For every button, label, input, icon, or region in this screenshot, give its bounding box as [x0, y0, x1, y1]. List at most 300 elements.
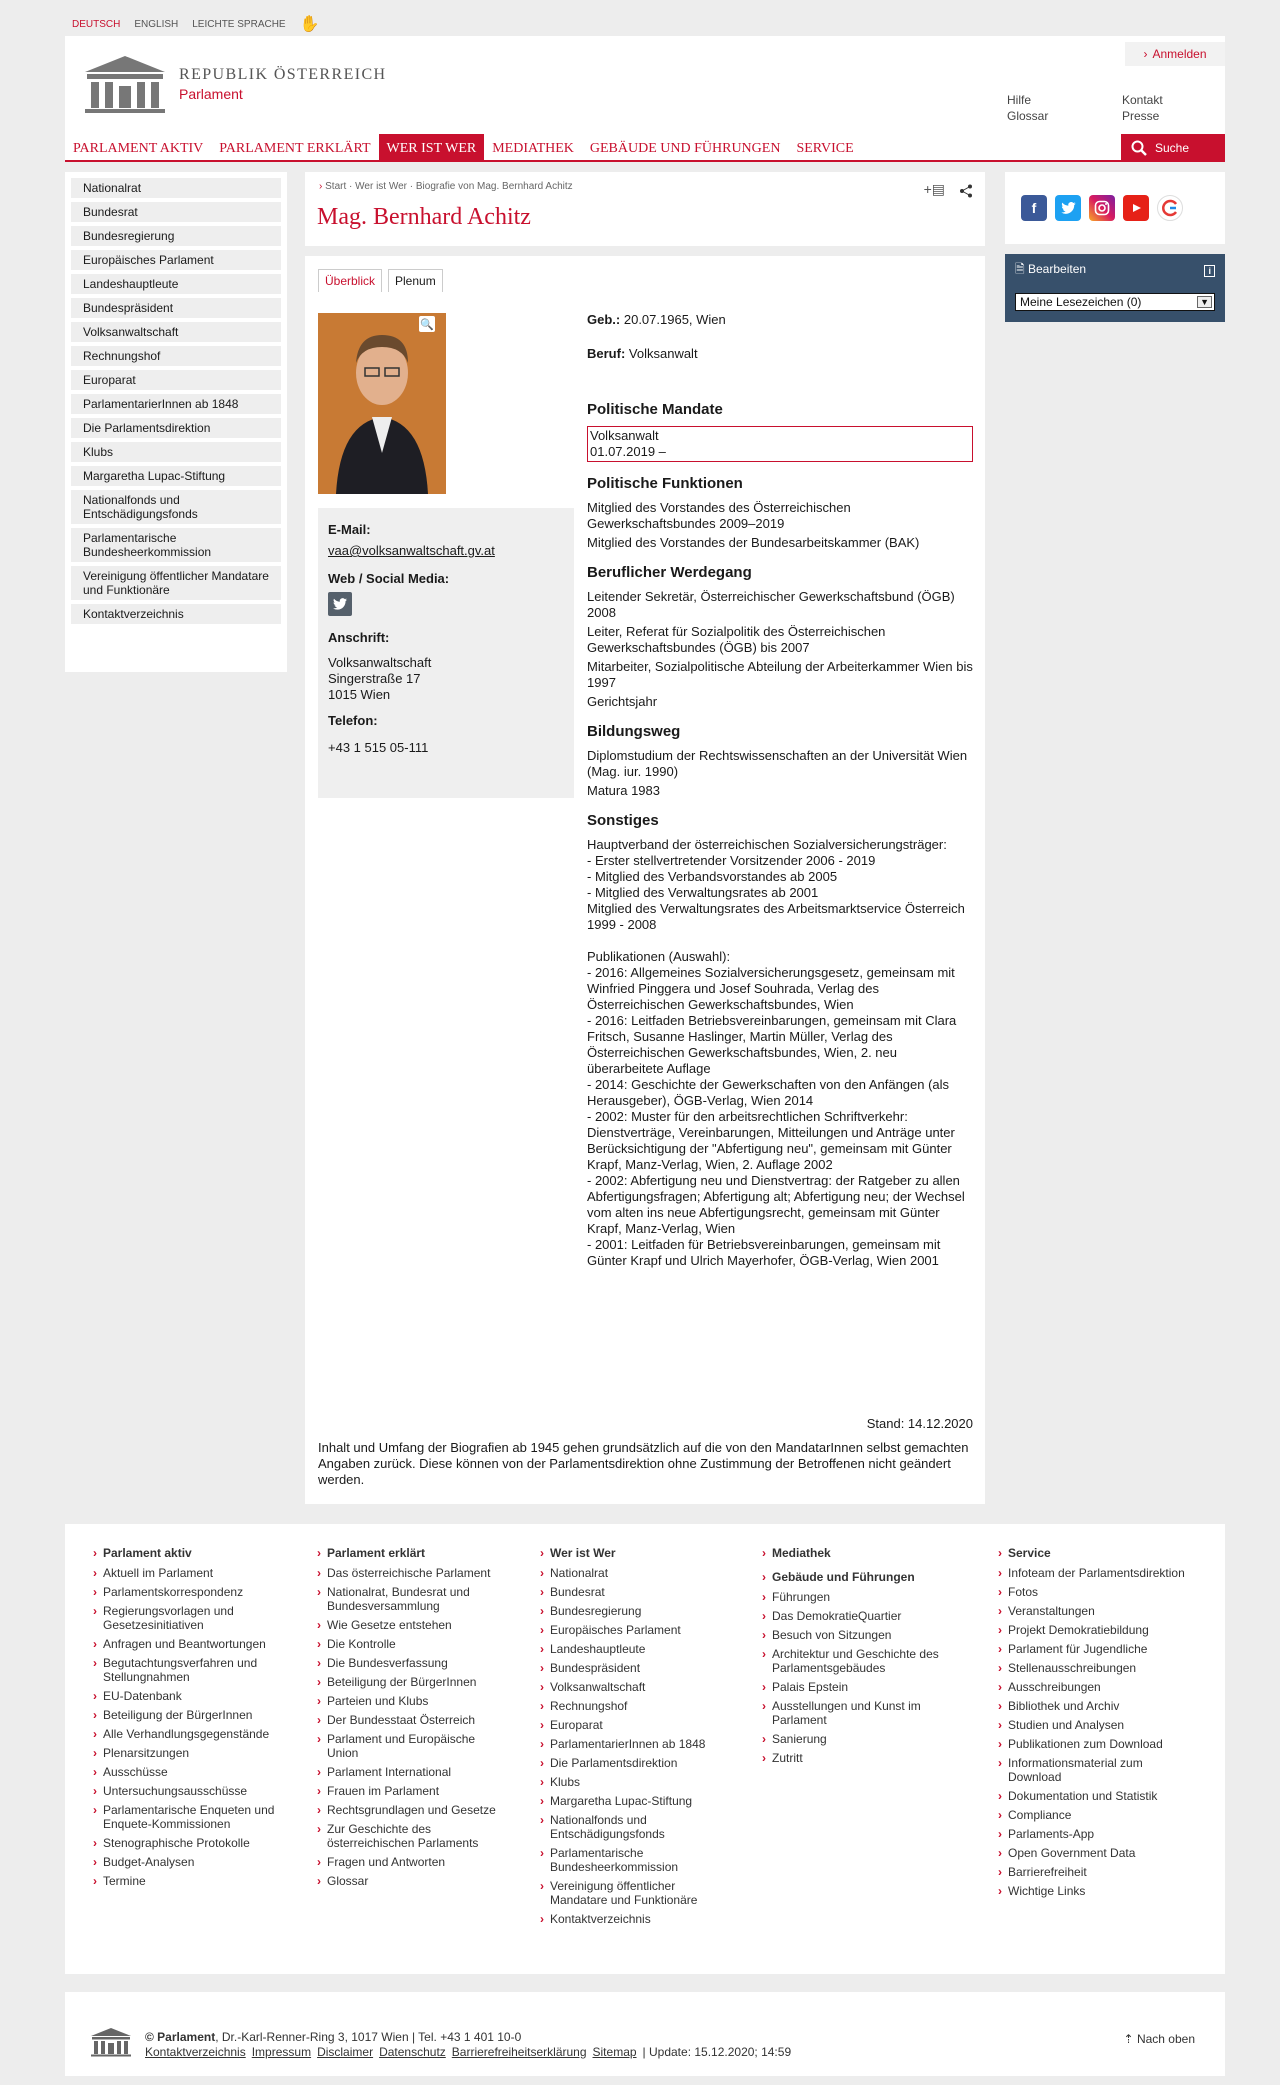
- footer-link-label: Fragen und Antworten: [327, 1855, 446, 1869]
- chevron-right-icon: ›: [762, 1628, 766, 1642]
- chevron-right-icon: ›: [317, 1675, 321, 1689]
- facebook-icon[interactable]: f: [1021, 195, 1047, 221]
- chevron-right-icon: ›: [93, 1746, 97, 1760]
- footer-link-label: Termine: [103, 1874, 146, 1888]
- spacer: [587, 933, 973, 949]
- footer-link[interactable]: [93, 1765, 283, 1779]
- footer-link[interactable]: [540, 1585, 720, 1599]
- chevron-right-icon: ›: [998, 1737, 1002, 1751]
- search-button[interactable]: [1121, 134, 1225, 162]
- werdegang-item: Leitender Sekretär, Österreichischer Gewerkschaftsbund (ÖGB) 2008: [587, 589, 955, 620]
- site-header: [65, 36, 1225, 162]
- mandate-box: [587, 426, 973, 462]
- footer-column-heading[interactable]: [762, 1570, 947, 1584]
- funktion-item: Mitglied des Vorstandes des Österreichischen Gewerkschaftsbundes 2009–2019: [587, 500, 851, 531]
- footer-link-label: Bibliothek und Archiv: [1008, 1699, 1120, 1713]
- chevron-right-icon: ›: [317, 1585, 321, 1599]
- page-title: Mag. Bernhard Achitz: [317, 204, 531, 230]
- footer-link[interactable]: [540, 1846, 720, 1874]
- sidebar-item-volksanwaltschaft[interactable]: Volksanwaltschaft: [71, 322, 281, 342]
- footer-link[interactable]: [998, 1827, 1188, 1841]
- chevron-right-icon: ›: [317, 1656, 321, 1670]
- footer-link[interactable]: [762, 1609, 947, 1623]
- footer-link[interactable]: [998, 1789, 1188, 1803]
- footer-link-label: Wie Gesetze entstehen: [327, 1618, 452, 1632]
- youtube-icon[interactable]: [1123, 195, 1149, 221]
- footer-link-label: Die Parlamentsdirektion: [550, 1756, 678, 1770]
- footer-link[interactable]: [93, 1585, 283, 1599]
- address-line-1: Volksanwaltschaft: [328, 655, 432, 670]
- footer-link[interactable]: [93, 1656, 283, 1684]
- info-icon[interactable]: i: [1204, 265, 1215, 277]
- footer-link-datenschutz[interactable]: Datenschutz: [379, 2045, 446, 2059]
- contact-link[interactable]: Kontakt: [1122, 93, 1163, 107]
- chevron-right-icon: ›: [93, 1566, 97, 1580]
- chevron-right-icon: ›: [998, 1884, 1002, 1898]
- sidebar-item-bundespraesident[interactable]: Bundespräsident: [71, 298, 281, 318]
- address-line-2: Singerstraße 17: [328, 671, 421, 686]
- footer-heading-label: Service: [1008, 1546, 1051, 1560]
- sidebar-item-kontaktverzeichnis[interactable]: Kontaktverzeichnis: [71, 604, 281, 624]
- footer-link-label: Landeshauptleute: [550, 1642, 646, 1656]
- demokratie-webstatt-icon[interactable]: [1157, 195, 1183, 221]
- footer-link-label: Stenographische Protokolle: [103, 1836, 250, 1850]
- chevron-right-icon: ›: [540, 1566, 544, 1580]
- chevron-right-icon: ›: [540, 1879, 544, 1893]
- chevron-right-icon: ›: [762, 1647, 766, 1661]
- footer-link-label: Frauen im Parlament: [327, 1784, 440, 1798]
- breadcrumb-current: Biografie von Mag. Bernhard Achitz: [415, 181, 573, 192]
- birth-info: Geb.: 20.07.1965, Wien: [587, 312, 726, 327]
- footer-link[interactable]: [93, 1604, 283, 1632]
- chevron-right-icon: ›: [762, 1751, 766, 1765]
- footer-link[interactable]: [540, 1566, 720, 1580]
- footer-link[interactable]: [540, 1813, 720, 1841]
- left-sidebar-navigation: [65, 172, 287, 672]
- footer-link-label: Parlamentskorrespondenz: [103, 1585, 244, 1599]
- lang-english-link[interactable]: ENGLISH: [134, 18, 179, 30]
- footer-link-barrierefreiheit[interactable]: Barrierefreiheitserklärung: [451, 2045, 587, 2059]
- section-sonstiges-title: Sonstiges: [587, 812, 659, 829]
- footer-link-sitemap[interactable]: Sitemap: [592, 2045, 637, 2059]
- chevron-right-icon: ›: [317, 1855, 321, 1869]
- breadcrumb-wer-ist-wer[interactable]: Wer ist Wer: [355, 181, 407, 192]
- email-link[interactable]: vaa@volksanwaltschaft.gv.at: [328, 543, 495, 558]
- back-to-top-link[interactable]: [1124, 2032, 1195, 2046]
- footer-column-heading[interactable]: [540, 1546, 720, 1560]
- footer-link-label: Bundesregierung: [550, 1604, 642, 1618]
- footer-link[interactable]: [317, 1713, 497, 1727]
- footer-link-label: Rechtsgrundlagen und Gesetze: [327, 1803, 496, 1817]
- section-werdegang-title: Beruflicher Werdegang: [587, 564, 752, 581]
- chevron-right-icon: ›: [93, 1765, 97, 1779]
- footer-link-label: Margaretha Lupac-Stiftung: [550, 1794, 693, 1808]
- chevron-right-icon: ›: [998, 1661, 1002, 1675]
- footer-link[interactable]: [317, 1585, 497, 1613]
- publication-item: - 2001: Leitfaden für Betriebsvereinbarungen, gemeinsam mit Günter Krapf und Ulrich Mayerhofer, ÖGB-Verlag, Wien 2001: [587, 1237, 941, 1268]
- parliament-building-icon: [81, 54, 169, 114]
- footer-link[interactable]: [93, 1727, 283, 1741]
- nav-parlament-aktiv[interactable]: PARLAMENT AKTIV: [73, 141, 204, 156]
- footer-link[interactable]: [998, 1585, 1188, 1599]
- login-button[interactable]: [1125, 42, 1225, 66]
- footer-link[interactable]: [93, 1708, 283, 1722]
- web-social-label: Web / Social Media:: [328, 571, 450, 586]
- bookmarks-select-value: Meine Lesezeichen (0): [1020, 295, 1142, 309]
- chevron-right-icon: ›: [998, 1846, 1002, 1860]
- footer-link[interactable]: [540, 1775, 720, 1789]
- footer-link-label: Parlament und Europäische Union: [327, 1732, 476, 1760]
- edit-panel-title: Bearbeiten: [1028, 262, 1087, 276]
- bookmark-add-icon[interactable]: +▤: [923, 181, 945, 197]
- lang-german-link[interactable]: DEUTSCH: [72, 18, 121, 30]
- sidebar-item-nationalfonds[interactable]: Nationalfonds und Entschädigungsfonds: [71, 490, 281, 524]
- footer-link[interactable]: [540, 1642, 720, 1656]
- tab-ueberblick[interactable]: Überblick: [318, 269, 382, 292]
- chevron-right-icon: ›: [540, 1623, 544, 1637]
- sidebar-item-parlamentsdirektion[interactable]: Die Parlamentsdirektion: [71, 418, 281, 438]
- sidebar-item-nationalrat[interactable]: Nationalrat: [71, 178, 281, 198]
- footer-link-label: Sanierung: [772, 1732, 827, 1746]
- footer-link[interactable]: [998, 1865, 1188, 1879]
- section-mandate-title: Politische Mandate: [587, 401, 723, 418]
- footer-link-label: Ausstellungen und Kunst im Parlament: [772, 1699, 921, 1727]
- footer-link[interactable]: [317, 1618, 497, 1632]
- footer-link[interactable]: [93, 1637, 283, 1651]
- footer-link[interactable]: [540, 1718, 720, 1732]
- footer-link-kontaktverzeichnis[interactable]: Kontaktverzeichnis: [145, 2045, 246, 2059]
- footer-heading-label: Mediathek: [772, 1546, 831, 1560]
- chevron-right-icon: ›: [998, 1623, 1002, 1637]
- twitter-icon[interactable]: [328, 592, 352, 616]
- werdegang-item: Leiter, Referat für Sozialpolitik des Österreichischen Gewerkschaftsbundes (ÖGB) bis 2007: [587, 624, 886, 655]
- nav-wer-ist-wer[interactable]: WER IST WER: [379, 134, 485, 160]
- footer-link-label: Nationalfonds und Entschädigungsfonds: [550, 1813, 665, 1841]
- footer-link[interactable]: [93, 1855, 283, 1869]
- mandate-date: 01.07.2019 –: [590, 444, 666, 459]
- footer-link[interactable]: [540, 1756, 720, 1770]
- footer-link[interactable]: [762, 1590, 947, 1604]
- chevron-right-icon: ›: [317, 1822, 321, 1836]
- site-logo[interactable]: [81, 54, 387, 114]
- footer-heading-label: Wer ist Wer: [550, 1546, 616, 1560]
- footer-link[interactable]: [540, 1737, 720, 1751]
- footer-link-label: Ausschreibungen: [1008, 1680, 1101, 1694]
- chevron-right-icon: ›: [762, 1732, 766, 1746]
- footer-link-label: Europäisches Parlament: [550, 1623, 681, 1637]
- footer-column-parlament-aktiv: [93, 1546, 283, 1893]
- sidebar-item-klubs[interactable]: Klubs: [71, 442, 281, 462]
- nav-parlament-erklaert[interactable]: PARLAMENT ERKLÄRT: [219, 141, 371, 156]
- footer-link[interactable]: [998, 1661, 1188, 1675]
- footer-link[interactable]: [998, 1699, 1188, 1713]
- footer-link[interactable]: [998, 1884, 1188, 1898]
- contact-box: [318, 508, 574, 798]
- chevron-right-icon: ›: [998, 1680, 1002, 1694]
- edit-panel-header: [1015, 260, 1215, 281]
- footer-link[interactable]: [998, 1642, 1188, 1656]
- chevron-right-icon: ›: [540, 1737, 544, 1751]
- footer-heading-label: Parlament erklärt: [327, 1546, 426, 1560]
- footer-column-heading[interactable]: [317, 1546, 497, 1560]
- portrait-photo[interactable]: [318, 313, 446, 494]
- footer-link-label: Parlamentarische Enqueten und Enquete-Kommissionen: [103, 1803, 275, 1831]
- chevron-right-icon: ›: [1143, 47, 1148, 61]
- footer-info: [145, 2030, 791, 2060]
- disclaimer-text: Inhalt und Umfang der Biografien ab 1945 gehen grundsätzlich auf die von den MandatarInnen selbst gemachten Angaben zurück. Diese können von der Parlamentsdirektion ohne Zustimmung der Betroffenen nicht geändert werden.: [318, 1440, 969, 1487]
- chevron-right-icon: ›: [998, 1808, 1002, 1822]
- footer-link[interactable]: [998, 1623, 1188, 1637]
- sonstiges-line: - Mitglied des Verbandsvorstandes ab 2005: [587, 869, 838, 884]
- section-bildung-title: Bildungsweg: [587, 723, 681, 740]
- footer-link-label: Studien und Analysen: [1008, 1718, 1125, 1732]
- footer-link[interactable]: [998, 1718, 1188, 1732]
- instagram-icon[interactable]: [1089, 195, 1115, 221]
- footer-link[interactable]: [93, 1689, 283, 1703]
- footer-link-label: Nationalrat, Bundesrat und Bundesversammlung: [327, 1585, 470, 1613]
- chevron-right-icon: ›: [317, 1618, 321, 1632]
- footer-link-label: Ausschüsse: [103, 1765, 168, 1779]
- footer-link-label: Stellenausschreibungen: [1008, 1661, 1137, 1675]
- section-funktionen-title: Politische Funktionen: [587, 475, 743, 492]
- sonstiges-line: Hauptverband der österreichischen Sozialversicherungsträger:: [587, 837, 947, 852]
- footer-link-disclaimer[interactable]: Disclaimer: [317, 2045, 374, 2059]
- footer-link[interactable]: [93, 1746, 283, 1760]
- footer-link[interactable]: [762, 1647, 947, 1675]
- footer-link-label: Begutachtungsverfahren und Stellungnahmen: [103, 1656, 258, 1684]
- sidebar-item-landeshauptleute[interactable]: Landeshauptleute: [71, 274, 281, 294]
- chevron-right-icon: ›: [317, 1546, 321, 1560]
- footer-link-label: Architektur und Geschichte des Parlamentsgebäudes: [772, 1647, 939, 1675]
- sidebar-item-bundesheerkommission[interactable]: Parlamentarische Bundesheerkommission: [71, 528, 281, 562]
- sidebar-item-europaeisches-parlament[interactable]: Europäisches Parlament: [71, 250, 281, 270]
- bildung-item: Matura 1983: [587, 783, 660, 798]
- publication-item: - 2016: Allgemeines Sozialversicherungsgesetz, gemeinsam mit Winfried Pinggera und Josef Souhrada, Verlag des Österreichischen Gewerkschaftsbundes, Wien: [587, 965, 955, 1012]
- footer-link-label: Infoteam der Parlamentsdirektion: [1008, 1566, 1185, 1580]
- publication-item: - 2014: Geschichte der Gewerkschaften von den Anfängen (als Herausgeber), ÖGB-Verlag, Wien 2014: [587, 1077, 950, 1108]
- footer-link[interactable]: [93, 1836, 283, 1850]
- werdegang-item: Mitarbeiter, Sozialpolitische Abteilung der Arbeiterkammer Wien bis 1997: [587, 659, 973, 690]
- footer-link[interactable]: [762, 1628, 947, 1642]
- footer-link[interactable]: [540, 1699, 720, 1713]
- chevron-right-icon: ›: [540, 1604, 544, 1618]
- chevron-right-icon: ›: [93, 1836, 97, 1850]
- footer-link-label: Die Kontrolle: [327, 1637, 396, 1651]
- footer-link[interactable]: [317, 1675, 497, 1689]
- lang-easy-link[interactable]: LEICHTE SPRACHE: [192, 18, 286, 30]
- footer-link-label: Vereinigung öffentlicher Mandatare und Funktionäre: [550, 1879, 698, 1907]
- edit-icon: 🗎: [1015, 262, 1025, 276]
- parliament-logo-icon[interactable]: [89, 2026, 133, 2058]
- chevron-right-icon: ›: [93, 1689, 97, 1703]
- footer-link[interactable]: [540, 1879, 720, 1907]
- funktion-item: Mitglied des Vorstandes der Bundesarbeitskammer (BAK): [587, 535, 920, 550]
- footer-link-label: Bundespräsident: [550, 1661, 641, 1675]
- bottom-bar: [65, 1992, 1225, 2076]
- twitter-icon[interactable]: [1055, 195, 1081, 221]
- social-media-box: [1005, 172, 1225, 244]
- footer-link[interactable]: [540, 1912, 720, 1926]
- footer-link[interactable]: [317, 1566, 497, 1580]
- chevron-right-icon: ›: [998, 1865, 1002, 1879]
- footer-address: , Dr.-Karl-Renner-Ring 3, 1017 Wien | Tel. +43 1 401 10-0: [215, 2030, 522, 2044]
- footer-link[interactable]: [998, 1737, 1188, 1751]
- footer-heading-label: Gebäude und Führungen: [772, 1570, 915, 1584]
- chevron-right-icon: ›: [540, 1546, 544, 1560]
- footer-link-label: Parlament für Jugendliche: [1008, 1642, 1148, 1656]
- chevron-right-icon: ›: [762, 1699, 766, 1713]
- arrow-up-icon: ⇡: [1123, 2032, 1134, 2046]
- bookmarks-select[interactable]: [1015, 293, 1215, 311]
- footer-column-wer-ist-wer: [540, 1546, 720, 1931]
- footer-link[interactable]: [998, 1680, 1188, 1694]
- footer-link[interactable]: [317, 1637, 497, 1651]
- footer-link[interactable]: [998, 1604, 1188, 1618]
- footer-link[interactable]: [317, 1874, 497, 1888]
- sidebar-item-vereinigung[interactable]: Vereinigung öffentlicher Mandatare und Funktionäre: [71, 566, 281, 600]
- sidebar-item-bundesregierung[interactable]: Bundesregierung: [71, 226, 281, 246]
- chevron-right-icon: ›: [998, 1604, 1002, 1618]
- sonstiges-line: Mitglied des Verwaltungsrates des Arbeitsmarktservice Österreich 1999 - 2008: [587, 901, 965, 932]
- sidebar-item-lupac-stiftung[interactable]: Margaretha Lupac-Stiftung: [71, 466, 281, 486]
- footer-link-label: Der Bundesstaat Österreich: [327, 1713, 476, 1727]
- footer-link-label: Europarat: [550, 1718, 603, 1732]
- sidebar-item-rechnungshof[interactable]: Rechnungshof: [71, 346, 281, 366]
- nav-mediathek[interactable]: MEDIATHEK: [492, 141, 574, 156]
- footer-link[interactable]: [540, 1661, 720, 1675]
- sign-language-icon[interactable]: ✋: [299, 16, 320, 33]
- footer-link-label: Parlamentarische Bundesheerkommission: [550, 1846, 679, 1874]
- footer-link[interactable]: [540, 1794, 720, 1808]
- footer-link-impressum[interactable]: Impressum: [251, 2045, 312, 2059]
- footer-link[interactable]: [998, 1846, 1188, 1860]
- footer-link[interactable]: [317, 1694, 497, 1708]
- footer-link-label: Klubs: [550, 1775, 581, 1789]
- footer-link[interactable]: [317, 1855, 497, 1869]
- sidebar-item-europarat[interactable]: Europarat: [71, 370, 281, 390]
- address-label: Anschrift:: [328, 630, 390, 645]
- press-link[interactable]: Presse: [1122, 109, 1160, 123]
- footer-link[interactable]: [998, 1808, 1188, 1822]
- footer-link[interactable]: [998, 1756, 1188, 1784]
- footer-link-label: Das österreichische Parlament: [327, 1566, 491, 1580]
- footer-link-label: Untersuchungsausschüsse: [103, 1784, 248, 1798]
- chevron-right-icon: ›: [998, 1827, 1002, 1841]
- zoom-icon[interactable]: 🔍: [419, 316, 435, 332]
- biography-details: [587, 312, 973, 1269]
- main-navigation: [65, 134, 1225, 162]
- chevron-right-icon: ›: [93, 1855, 97, 1869]
- footer-link[interactable]: [317, 1656, 497, 1670]
- footer-link-label: Bundesrat: [550, 1585, 605, 1599]
- chevron-right-icon: ›: [998, 1718, 1002, 1732]
- tab-plenum[interactable]: Plenum: [388, 269, 443, 292]
- footer-link[interactable]: [317, 1822, 497, 1850]
- footer-link-label: Budget-Analysen: [103, 1855, 195, 1869]
- chevron-right-icon: ›: [317, 1803, 321, 1817]
- chevron-right-icon: ›: [998, 1789, 1002, 1803]
- footer-link[interactable]: [317, 1765, 497, 1779]
- chevron-right-icon: ›: [93, 1585, 97, 1599]
- breadcrumb-start[interactable]: Start: [325, 181, 347, 192]
- chevron-right-icon: ›: [540, 1813, 544, 1827]
- sonstiges-line: - Mitglied des Verwaltungsrates ab 2001: [587, 885, 819, 900]
- footer-link[interactable]: [540, 1623, 720, 1637]
- sidebar-item-parlamentarier[interactable]: ParlamentarierInnen ab 1848: [71, 394, 281, 414]
- copyright: © Parlament: [145, 2030, 216, 2044]
- footer-link[interactable]: [93, 1784, 283, 1798]
- footer-heading-label: Parlament aktiv: [103, 1546, 192, 1560]
- chevron-right-icon: ›: [540, 1585, 544, 1599]
- share-icon[interactable]: [959, 184, 973, 198]
- footer-column-heading[interactable]: [998, 1546, 1188, 1560]
- nav-gebaeude[interactable]: GEBÄUDE UND FÜHRUNGEN: [589, 141, 781, 156]
- sidebar-item-bundesrat[interactable]: Bundesrat: [71, 202, 281, 222]
- publication-item: - 2016: Leitfaden Betriebsvereinbarungen, gemeinsam mit Clara Fritsch, Susanne Haslinger, Martin Müller, Verlag des Österreichischen Gewerkschaftsbundes, Wien, 2. neu überarbeitete Auflage: [587, 1013, 957, 1076]
- footer-column-heading[interactable]: [93, 1546, 283, 1560]
- footer-column-heading[interactable]: [762, 1546, 947, 1560]
- footer-link[interactable]: [317, 1803, 497, 1817]
- footer-link[interactable]: [317, 1732, 497, 1760]
- werdegang-item: Gerichtsjahr: [587, 694, 658, 709]
- chevron-right-icon: ›: [317, 1566, 321, 1580]
- footer-link[interactable]: [762, 1751, 947, 1765]
- footer-link[interactable]: [540, 1680, 720, 1694]
- chevron-right-icon: ›: [998, 1546, 1002, 1560]
- nav-service[interactable]: SERVICE: [796, 141, 854, 156]
- phone-value: +43 1 515 05-111: [328, 740, 429, 755]
- footer-link[interactable]: [762, 1732, 947, 1746]
- chevron-right-icon: ›: [93, 1604, 97, 1618]
- footer-link[interactable]: [998, 1566, 1188, 1580]
- footer-link-label: Rechnungshof: [550, 1699, 628, 1713]
- footer-link[interactable]: [93, 1803, 283, 1831]
- footer-link-label: Informationsmaterial zum Download: [1008, 1756, 1143, 1784]
- chevron-right-icon: ›: [762, 1546, 766, 1560]
- chevron-right-icon: ›: [998, 1585, 1002, 1599]
- footer-link-label: Beteiligung der BürgerInnen: [327, 1675, 477, 1689]
- footer-link[interactable]: [762, 1680, 947, 1694]
- footer-link[interactable]: [93, 1874, 283, 1888]
- chevron-right-icon: ›: [93, 1803, 97, 1817]
- footer-column-mediathek: [762, 1546, 947, 1770]
- footer-link-label: ParlamentarierInnen ab 1848: [550, 1737, 706, 1751]
- footer-link-label: Die Bundesverfassung: [327, 1656, 448, 1670]
- footer-link[interactable]: [317, 1784, 497, 1798]
- footer-link[interactable]: [540, 1604, 720, 1618]
- back-to-top-label: Nach oben: [1136, 2032, 1195, 2046]
- language-bar: [72, 14, 320, 34]
- publication-item: - 2002: Muster für den arbeitsrechtlichen Schriftverkehr: Dienstverträge, Vereinbarungen, Mitteilungen und Anträge unter Berücksichtigung der "Abfertigung neu", gemeinsam mit Günter Krapf, Manz-Verlag, Wien, 2. Auflage 2002: [587, 1109, 955, 1172]
- chevron-right-icon: ›: [93, 1874, 97, 1888]
- glossary-link[interactable]: Glossar: [1007, 109, 1049, 123]
- help-link[interactable]: Hilfe: [1007, 93, 1032, 107]
- footer-link-label: Zutritt: [772, 1751, 803, 1765]
- bildung-item: Diplomstudium der Rechtswissenschaften an der Universität Wien (Mag. iur. 1990): [587, 748, 968, 779]
- footer-link-label: Fotos: [1008, 1585, 1039, 1599]
- chevron-right-icon: ›: [540, 1680, 544, 1694]
- edit-panel: [1005, 254, 1225, 322]
- chevron-right-icon: ›: [540, 1794, 544, 1808]
- footer-link[interactable]: [93, 1566, 283, 1580]
- address-line-3: 1015 Wien: [328, 687, 391, 702]
- footer-link-label: Zur Geschichte des österreichischen Parlaments: [327, 1822, 479, 1850]
- footer-link-label: Publikationen zum Download: [1008, 1737, 1163, 1751]
- chevron-right-icon: ›: [93, 1656, 97, 1670]
- page-header-box: [305, 172, 985, 246]
- sonstiges-line: - Erster stellvertretender Vorsitzender 2006 - 2019: [587, 853, 876, 868]
- footer-link[interactable]: [762, 1699, 947, 1727]
